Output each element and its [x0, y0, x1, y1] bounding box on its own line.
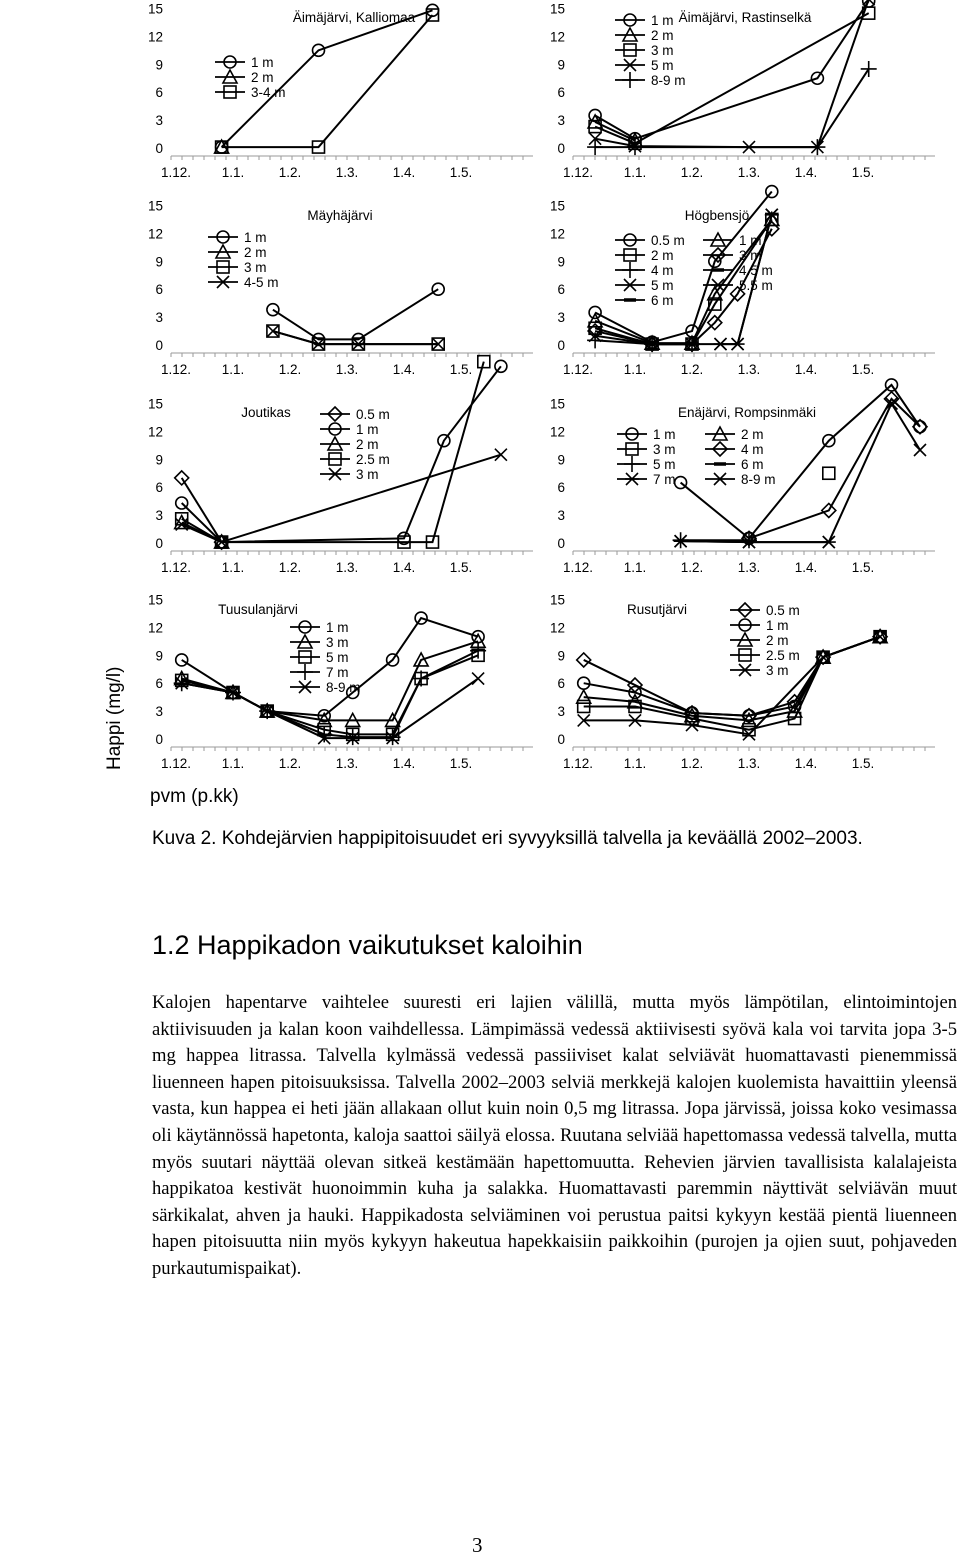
legend-label: 1 m	[326, 620, 349, 635]
y-tick-label: 12	[147, 29, 163, 45]
y-tick-label: 15	[147, 396, 163, 412]
x-tick-label: 1.3.	[737, 362, 761, 377]
x-tick-label: 1.12.	[562, 165, 594, 180]
x-tick-label: 1.5.	[851, 756, 875, 771]
legend-label: 6 m	[651, 293, 674, 308]
x-tick-label: 1.4.	[392, 560, 416, 575]
y-tick-label: 0	[155, 732, 163, 747]
chart-title: Rusutjärvi	[626, 602, 688, 617]
y-tick-label: 0	[155, 338, 163, 353]
x-tick-label: 1.4.	[794, 362, 818, 377]
legend-label: 1 m	[356, 422, 379, 437]
legend-label: 4 m	[741, 442, 764, 457]
y-tick-label: 15	[147, 198, 163, 214]
y-tick-label: 12	[147, 424, 163, 440]
data-point	[731, 338, 745, 350]
y-tick-label: 6	[557, 676, 565, 692]
y-tick-label: 15	[549, 396, 565, 412]
legend-label: 1 m	[651, 13, 674, 28]
x-tick-label: 1.12.	[562, 756, 594, 771]
y-tick-label: 12	[549, 620, 565, 636]
y-tick-label: 6	[557, 85, 565, 101]
x-tick-label: 1.4.	[794, 560, 818, 575]
y-tick-label: 6	[557, 480, 565, 496]
y-tick-label: 9	[155, 452, 163, 468]
legend-label: 4-5 m	[244, 275, 279, 290]
legend-marker	[624, 456, 640, 472]
legend-label: 2 m	[251, 70, 274, 85]
data-point	[587, 139, 603, 155]
legend-label: 3 m	[326, 635, 349, 650]
legend-label: 5 m	[651, 278, 674, 293]
legend-marker	[625, 473, 639, 485]
x-tick-label: 1.3.	[335, 165, 359, 180]
chart-title: Äimäjärvi, Kalliomaa	[292, 10, 416, 25]
y-tick-label: 3	[155, 508, 163, 524]
x-tick-label: 1.3.	[737, 560, 761, 575]
y-tick-label: 3	[155, 310, 163, 326]
legend-marker	[622, 72, 638, 88]
chart-panel-1	[148, 2, 533, 181]
legend-label: 5 m	[326, 650, 349, 665]
y-tick-label: 12	[549, 424, 565, 440]
x-tick-label: 1.4.	[794, 165, 818, 180]
x-tick-label: 1.2.	[680, 362, 704, 377]
y-tick-label: 3	[557, 704, 565, 720]
legend-label: 2 m	[651, 28, 674, 43]
legend-marker	[622, 262, 638, 278]
legend-label: 2.5 m	[766, 648, 800, 663]
x-tick-label: 1.5.	[851, 165, 875, 180]
x-tick-label: 1.2.	[680, 560, 704, 575]
legend-label: 3 m	[356, 467, 379, 482]
x-tick-label: 1.2.	[278, 362, 302, 377]
x-tick-label: 1.12.	[562, 362, 594, 377]
x-tick-label: 1.5.	[449, 165, 473, 180]
x-tick-label: 1.2.	[680, 756, 704, 771]
x-tick-label: 1.1.	[623, 362, 647, 377]
x-tick-label: 1.3.	[737, 756, 761, 771]
x-tick-label: 1.5.	[449, 756, 473, 771]
legend-label: 3 m	[244, 260, 267, 275]
y-tick-label: 3	[557, 508, 565, 524]
chart-title: Högbensjö	[684, 208, 750, 223]
x-tick-label: 1.2.	[278, 560, 302, 575]
x-tick-label: 1.4.	[392, 756, 416, 771]
legend-label: 5.5 m	[739, 278, 773, 293]
legend-label: 8-9 m	[741, 472, 776, 487]
series-line	[595, 13, 869, 143]
x-tick-label: 1.12.	[160, 165, 192, 180]
y-tick-label: 9	[557, 57, 565, 73]
x-tick-label: 1.2.	[278, 756, 302, 771]
legend-label: 2 m	[766, 633, 789, 648]
chart-panel-3	[148, 199, 533, 378]
series-line	[584, 637, 880, 716]
legend-label: 0.5 m	[766, 603, 800, 618]
x-tick-label: 1.5.	[449, 362, 473, 377]
legend-label: 1 m	[244, 230, 267, 245]
x-tick-label: 1.4.	[392, 165, 416, 180]
y-tick-label: 0	[557, 141, 565, 156]
x-tick-label: 1.4.	[794, 756, 818, 771]
x-tick-label: 1.4.	[392, 362, 416, 377]
body-paragraph: Kalojen hapentarve vaihtelee suuresti eri lajien välillä, mutta myös lämpötilan, elintoimintojen aktiivisuuden ja kalan koon vaihdellessa. Lämpimässä vedessä aktiivisesti syövä kala voi tarvita jopa 3-5 mg happea litrassa. Talvella kylmässä vedessä passiiviset kalat selviävät huomattavasti pienemmissä liuenneen hapen pitoisuuksissa. Talvella 2002–2003 selviä merkkejä kalojen kuolemista havaittiin yleensä vasta, kun happea ei heti jään allakaan ollut kuin noin 0,5 mg litrassa. Jopa järvissä, joissa koko vesimassa oli käytännössä hapetonta, kaloja saattoi säilyä elossa. Ruutana selviää hapettomassa vedessä talvella, mutta myös suutari näyttää olevan sitkeä kestämään hapettomuutta. Rehevien järvien tavallisista kalalajeista happikatoa kestivät huonoimmin kuha ja salakka. Huomattavasti paremmin näyttivät selviävän muut särkikalat, ahven ja hauki. Happikadosta selviäminen voi perustua paitsi kykyyn kestää pientä liuenneen hapen pitoisuutta niin myös kykyyn hakeutua hapekkaisiin paikkoihin (purojen ja ojien suut, pohjaveden purkautumispaikat).	[152, 992, 957, 1279]
x-tick-label: 1.3.	[335, 560, 359, 575]
data-point	[267, 325, 279, 337]
chart-title: Tuusulanjärvi	[218, 602, 298, 617]
y-tick-label: 12	[147, 226, 163, 242]
data-point	[823, 467, 835, 479]
y-tick-label: 9	[155, 648, 163, 664]
x-tick-label: 1.1.	[623, 165, 647, 180]
y-tick-label: 0	[155, 536, 163, 551]
data-point	[861, 61, 877, 77]
y-tick-label: 12	[147, 620, 163, 636]
y-tick-label: 0	[557, 338, 565, 353]
chart-title: Äimäjärvi, Rastinselkä	[678, 10, 812, 25]
data-point	[472, 673, 484, 685]
chart-panel-8	[550, 593, 935, 772]
legend-label: 0.5 m	[651, 233, 685, 248]
y-tick-label: 15	[549, 198, 565, 214]
legend-label: 8-9 m	[326, 680, 361, 695]
legend-label: 7 m	[653, 472, 676, 487]
legend-label: 0.5 m	[356, 407, 390, 422]
legend-label: 3 m	[739, 248, 762, 263]
legend-label: 3 m	[651, 43, 674, 58]
legend-label: 3 m	[766, 663, 789, 678]
legend-label: 2 m	[651, 248, 674, 263]
y-tick-label: 0	[557, 732, 565, 747]
legend-label: 1 m	[653, 427, 676, 442]
y-tick-label: 3	[557, 113, 565, 129]
legend-label: 8-9 m	[651, 73, 686, 88]
legend-label: 3 m	[653, 442, 676, 457]
x-tick-label: 1.1.	[221, 756, 245, 771]
y-tick-label: 15	[549, 1, 565, 17]
y-tick-label: 9	[557, 452, 565, 468]
y-tick-label: 15	[147, 1, 163, 17]
chart-panel-7	[148, 593, 533, 772]
legend-label: 7 m	[326, 665, 349, 680]
chart-panel-2	[550, 0, 935, 180]
legend-marker	[297, 664, 313, 680]
y-tick-label: 6	[155, 282, 163, 298]
x-tick-label: 1.1.	[623, 756, 647, 771]
chart-title: Joutikas	[241, 405, 291, 420]
x-axis-label: pvm (p.kk)	[150, 786, 239, 807]
x-tick-label: 1.3.	[335, 362, 359, 377]
section-heading: 1.2 Happikadon vaikutukset kaloihin	[152, 930, 583, 960]
x-tick-label: 1.2.	[680, 165, 704, 180]
x-tick-label: 1.12.	[562, 560, 594, 575]
legend-label: 5 m	[653, 457, 676, 472]
y-tick-label: 3	[155, 113, 163, 129]
x-tick-label: 1.5.	[851, 362, 875, 377]
legend-label: 2 m	[244, 245, 267, 260]
y-tick-label: 6	[155, 85, 163, 101]
legend-label: 1 m	[739, 233, 762, 248]
y-tick-label: 9	[155, 254, 163, 270]
legend-label: 4 m	[651, 263, 674, 278]
chart-title: Mäyhäjärvi	[307, 208, 373, 223]
legend-label: 3-4 m	[251, 85, 286, 100]
legend-label: 1 m	[251, 55, 274, 70]
y-tick-label: 15	[549, 592, 565, 608]
y-tick-label: 9	[557, 648, 565, 664]
data-point	[765, 209, 779, 221]
y-tick-label: 0	[557, 536, 565, 551]
chart-panel-5	[148, 356, 533, 575]
x-tick-label: 1.1.	[221, 560, 245, 575]
x-tick-label: 1.12.	[160, 756, 192, 771]
x-tick-label: 1.12.	[160, 362, 192, 377]
legend-label: 2 m	[741, 427, 764, 442]
chart-panel-4	[550, 186, 935, 377]
legend-label: 6 m	[741, 457, 764, 472]
x-tick-label: 1.1.	[221, 165, 245, 180]
y-tick-label: 3	[557, 310, 565, 326]
x-tick-label: 1.3.	[335, 756, 359, 771]
x-tick-label: 1.2.	[278, 165, 302, 180]
x-tick-label: 1.3.	[737, 165, 761, 180]
y-tick-label: 0	[155, 141, 163, 156]
y-tick-label: 12	[549, 29, 565, 45]
y-tick-label: 3	[155, 704, 163, 720]
y-tick-label: 9	[155, 57, 163, 73]
y-tick-label: 6	[155, 676, 163, 692]
x-tick-label: 1.1.	[221, 362, 245, 377]
data-point	[495, 449, 507, 461]
y-tick-label: 15	[147, 592, 163, 608]
chart-title: Enäjärvi, Rompsinmäki	[677, 405, 817, 420]
chart-panel-6	[550, 379, 935, 575]
series-line	[273, 289, 438, 339]
y-tick-label: 9	[557, 254, 565, 270]
legend-label: 2.5 m	[356, 452, 390, 467]
figure-caption: Kuva 2. Kohdejärvien happipitoisuudet eri syvyyksillä talvella ja keväällä 2002–2003.	[152, 828, 863, 849]
y-tick-label: 6	[557, 282, 565, 298]
page-number: 3	[472, 1533, 483, 1557]
y-axis-label: Happi (mg/l)	[104, 666, 125, 770]
x-tick-label: 1.5.	[851, 560, 875, 575]
y-tick-label: 6	[155, 480, 163, 496]
x-tick-label: 1.5.	[449, 560, 473, 575]
legend-label: 5 m	[651, 58, 674, 73]
legend-label: 4.5 m	[739, 263, 773, 278]
x-tick-label: 1.12.	[160, 560, 192, 575]
legend-label: 2 m	[356, 437, 379, 452]
data-point	[714, 338, 728, 350]
legend-label: 1 m	[766, 618, 789, 633]
x-tick-label: 1.1.	[623, 560, 647, 575]
series-line	[584, 637, 880, 716]
data-point	[914, 444, 926, 456]
y-tick-label: 12	[549, 226, 565, 242]
